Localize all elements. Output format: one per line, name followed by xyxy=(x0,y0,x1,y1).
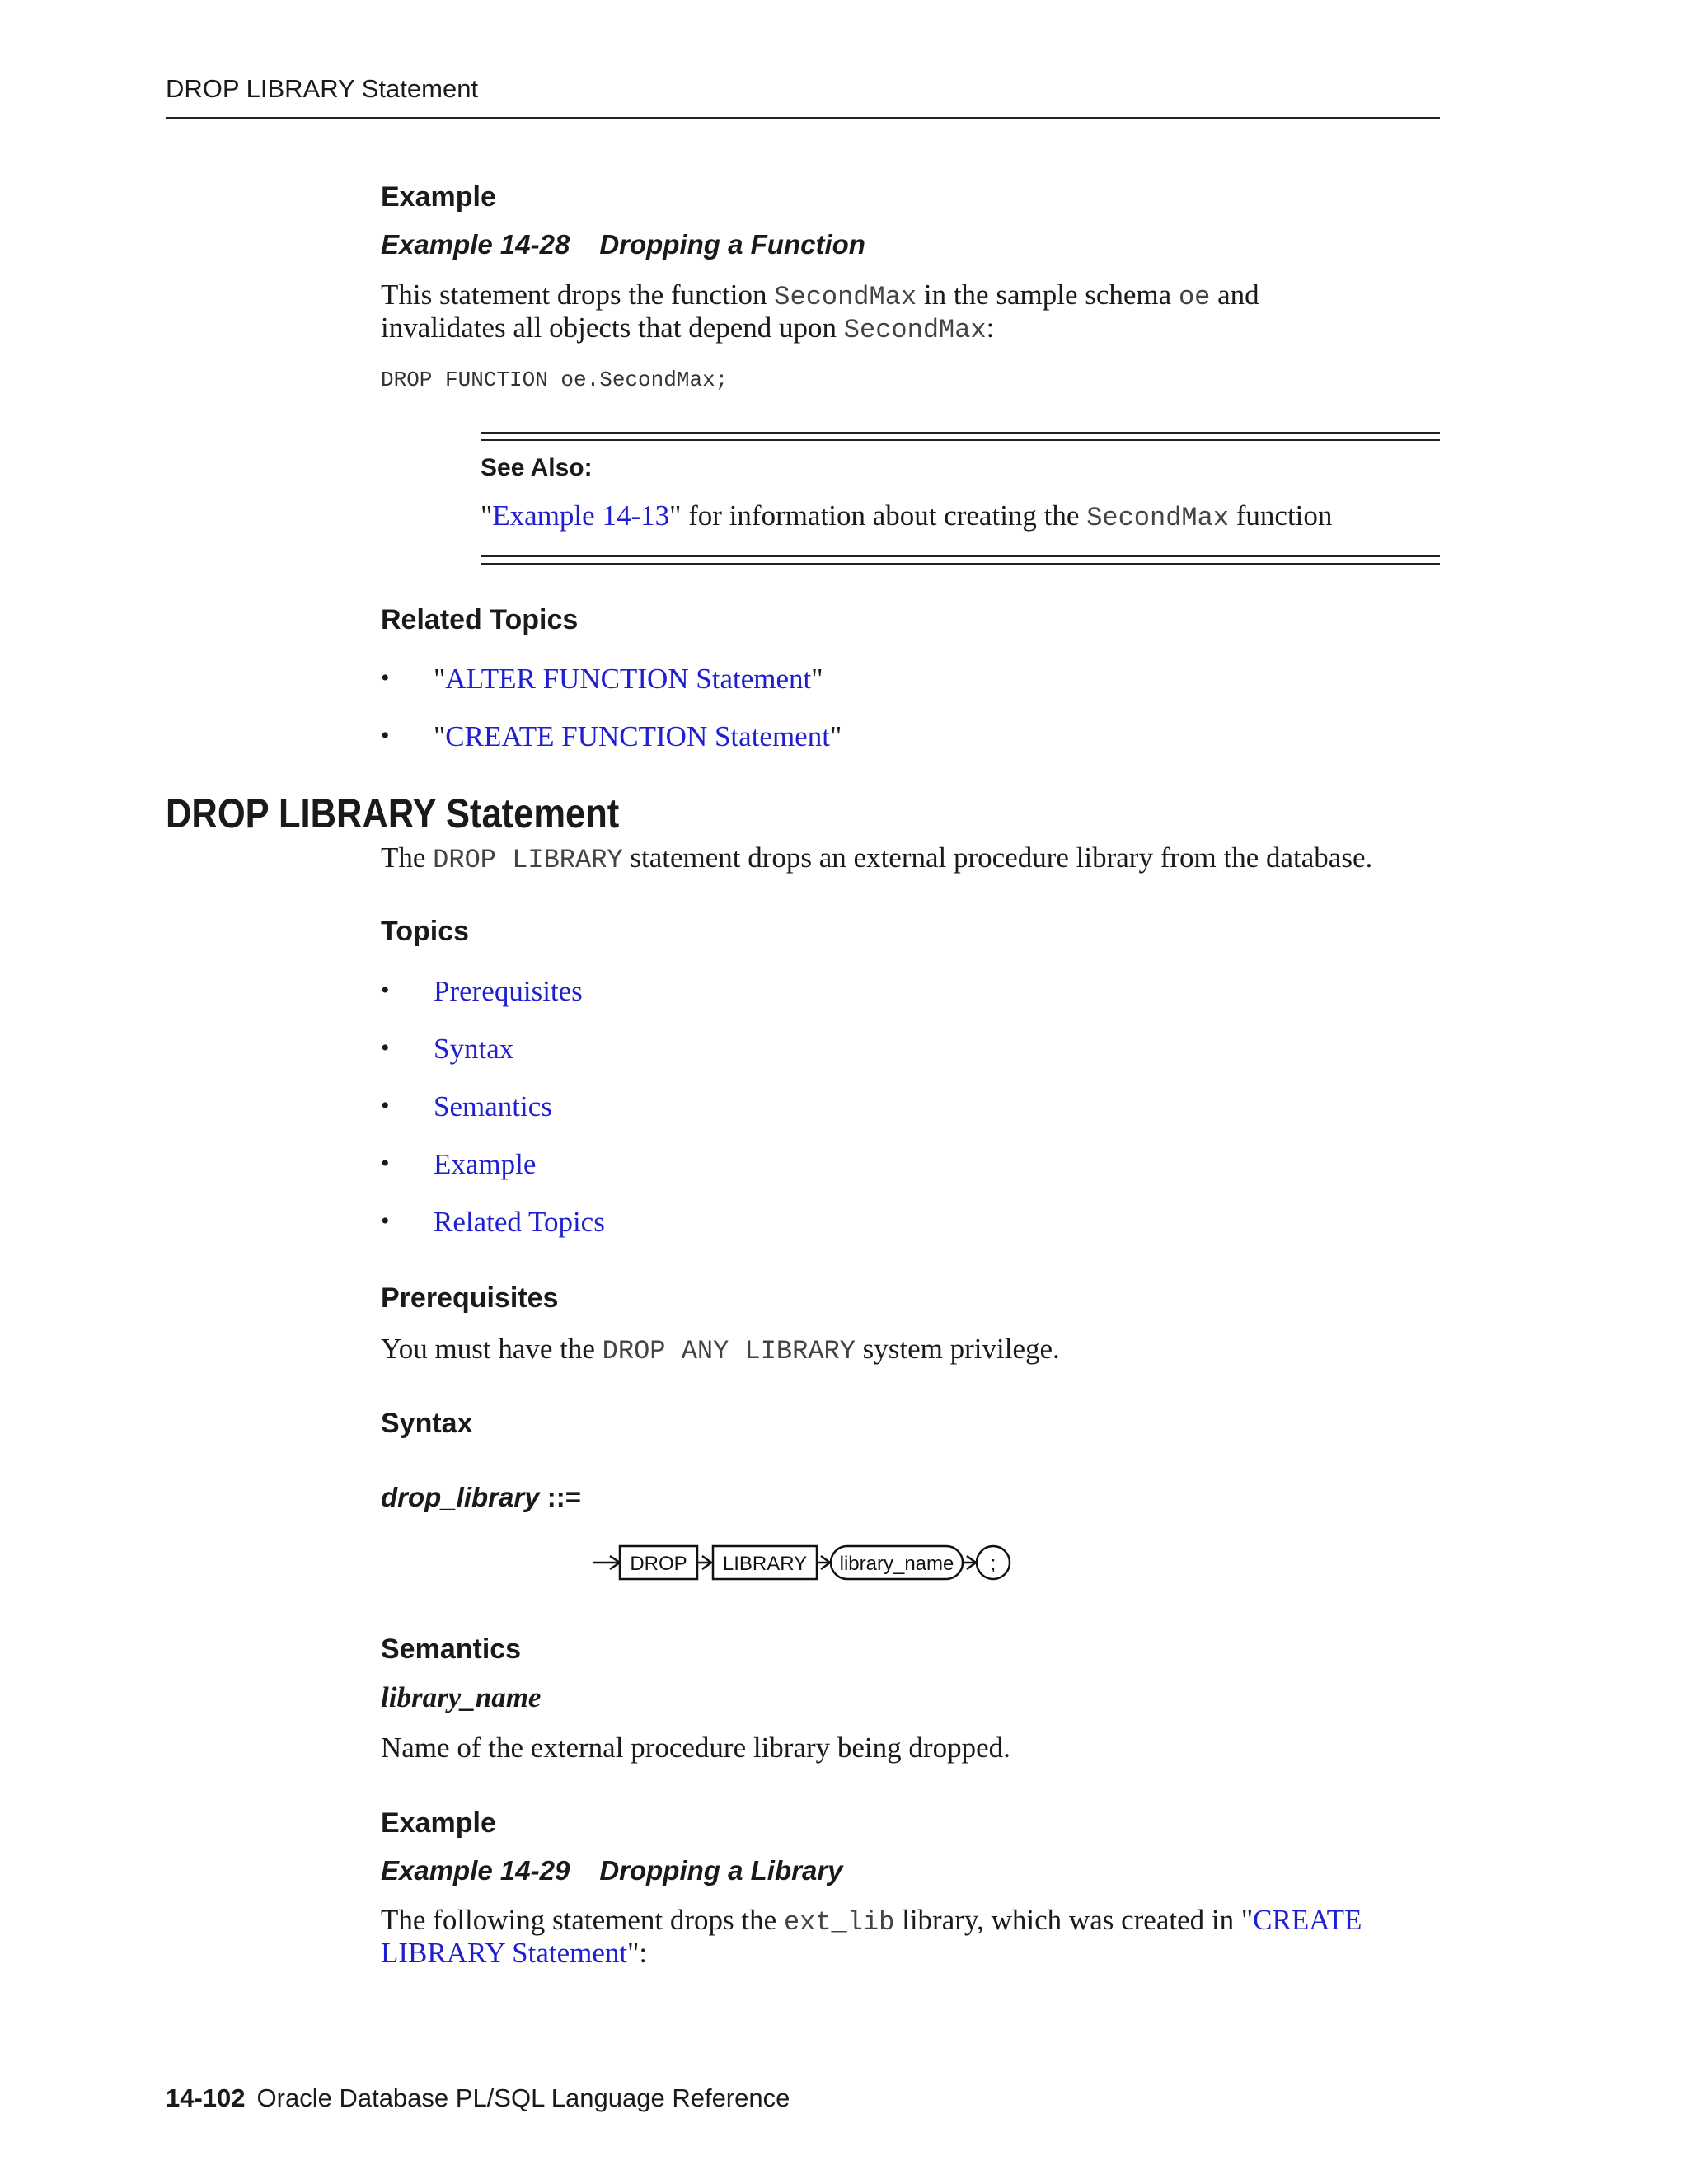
bullet: • xyxy=(381,1034,390,1062)
text-run: " for information about creating the xyxy=(669,499,1087,532)
page-number: 14-102 xyxy=(166,2083,246,2112)
link-create-library[interactable]: CREATE xyxy=(1253,1904,1362,1936)
list-item xyxy=(434,720,842,753)
text-run: " xyxy=(434,663,446,695)
link-semantics[interactable]: Semantics xyxy=(434,1090,552,1122)
running-header: DROP LIBRARY Statement xyxy=(166,74,479,103)
inline-code: DROP LIBRARY xyxy=(433,845,623,875)
bullet: • xyxy=(381,664,390,691)
section-heading-related-topics: Related Topics xyxy=(381,604,579,635)
paragraph-line xyxy=(381,312,994,345)
rule-operator: ::= xyxy=(539,1482,581,1512)
diagram-keyword-drop-label: DROP xyxy=(630,1553,687,1575)
text-run: library, which was created in " xyxy=(894,1904,1254,1936)
diagram-terminator-label: ; xyxy=(990,1553,996,1575)
text-run: ": xyxy=(627,1937,648,1969)
rule-name: drop_library xyxy=(381,1482,540,1512)
text-run: invalidates all objects that depend upon xyxy=(381,312,844,344)
example-title: Dropping a Function xyxy=(599,229,865,260)
section-heading-semantics: Semantics xyxy=(381,1633,522,1665)
example-number: Example 14-29 xyxy=(381,1855,570,1886)
inline-code: oe xyxy=(1178,282,1211,312)
header-rule xyxy=(166,117,1440,119)
section-heading-example: Example xyxy=(381,181,496,213)
text-run: : xyxy=(986,312,995,344)
list-item xyxy=(434,663,823,696)
see-also-text xyxy=(481,499,1332,533)
text-run: statement drops an external procedure library from the database. xyxy=(622,841,1373,874)
syntax-rule-name xyxy=(381,1482,581,1513)
link-example[interactable]: Example xyxy=(434,1148,537,1180)
inline-code: SecondMax xyxy=(843,315,987,345)
link-example-14-13[interactable]: Example 14-13 xyxy=(492,499,670,532)
example-caption-14-28 xyxy=(381,229,865,260)
see-also-bottom-rule xyxy=(481,555,1440,565)
inline-code: SecondMax xyxy=(1086,503,1230,533)
text-run: function xyxy=(1229,499,1333,532)
diagram-keyword-library-label: LIBRARY xyxy=(722,1553,808,1575)
text-run: " xyxy=(481,499,493,532)
syntax-diagram xyxy=(577,1535,1022,1587)
text-run: This statement drops the function xyxy=(381,279,775,311)
book-title: Oracle Database PL/SQL Language Reference xyxy=(256,2083,790,2112)
inline-code: SecondMax xyxy=(774,282,917,312)
bullet: • xyxy=(381,1150,390,1177)
link-prerequisites[interactable]: Prerequisites xyxy=(434,975,583,1007)
text-run: and xyxy=(1210,279,1259,311)
inline-code: ext_lib xyxy=(783,1907,895,1938)
intro-paragraph xyxy=(381,841,1372,875)
example-number: Example 14-28 xyxy=(381,229,570,260)
paragraph-line xyxy=(381,279,1259,312)
see-also-top-rule xyxy=(481,432,1440,441)
see-also-label: See Also: xyxy=(481,454,593,481)
bullet: • xyxy=(381,1207,390,1235)
text-run: " xyxy=(811,663,823,695)
text-run: The xyxy=(381,841,434,874)
bullet: • xyxy=(381,1092,390,1119)
page-footer xyxy=(166,2083,790,2113)
prerequisites-text xyxy=(381,1333,1060,1366)
semantics-term: library_name xyxy=(381,1681,542,1713)
link-create-library-cont[interactable]: LIBRARY Statement xyxy=(381,1937,628,1969)
code-example: DROP FUNCTION oe.SecondMax; xyxy=(381,368,729,392)
text-run: in the sample schema xyxy=(917,279,1179,311)
text-run: system privilege. xyxy=(855,1333,1060,1365)
section-heading-syntax: Syntax xyxy=(381,1408,473,1439)
paragraph-line xyxy=(381,1937,647,1970)
section-heading-prerequisites: Prerequisites xyxy=(381,1282,559,1314)
text-run: " xyxy=(829,720,842,752)
example-title: Dropping a Library xyxy=(599,1855,843,1886)
inline-code: DROP ANY LIBRARY xyxy=(602,1336,856,1366)
section-heading-topics: Topics xyxy=(381,916,470,947)
bullet: • xyxy=(381,722,390,749)
section-heading-example-2: Example xyxy=(381,1807,496,1839)
bullet: • xyxy=(381,977,390,1004)
text-run: You must have the xyxy=(381,1333,603,1365)
semantics-description: Name of the external procedure library being dropped. xyxy=(381,1732,1010,1764)
text-run: " xyxy=(434,720,446,752)
link-syntax[interactable]: Syntax xyxy=(434,1033,514,1065)
text-run: The following statement drops the xyxy=(381,1904,784,1936)
link-create-function[interactable]: CREATE FUNCTION Statement xyxy=(445,720,830,752)
page-title: DROP LIBRARY Statement xyxy=(166,790,620,837)
example-caption-14-29 xyxy=(381,1855,843,1886)
paragraph-line xyxy=(381,1904,1362,1938)
link-alter-function[interactable]: ALTER FUNCTION Statement xyxy=(445,663,812,695)
diagram-param-label: library_name xyxy=(839,1553,954,1575)
link-related-topics[interactable]: Related Topics xyxy=(434,1206,605,1238)
